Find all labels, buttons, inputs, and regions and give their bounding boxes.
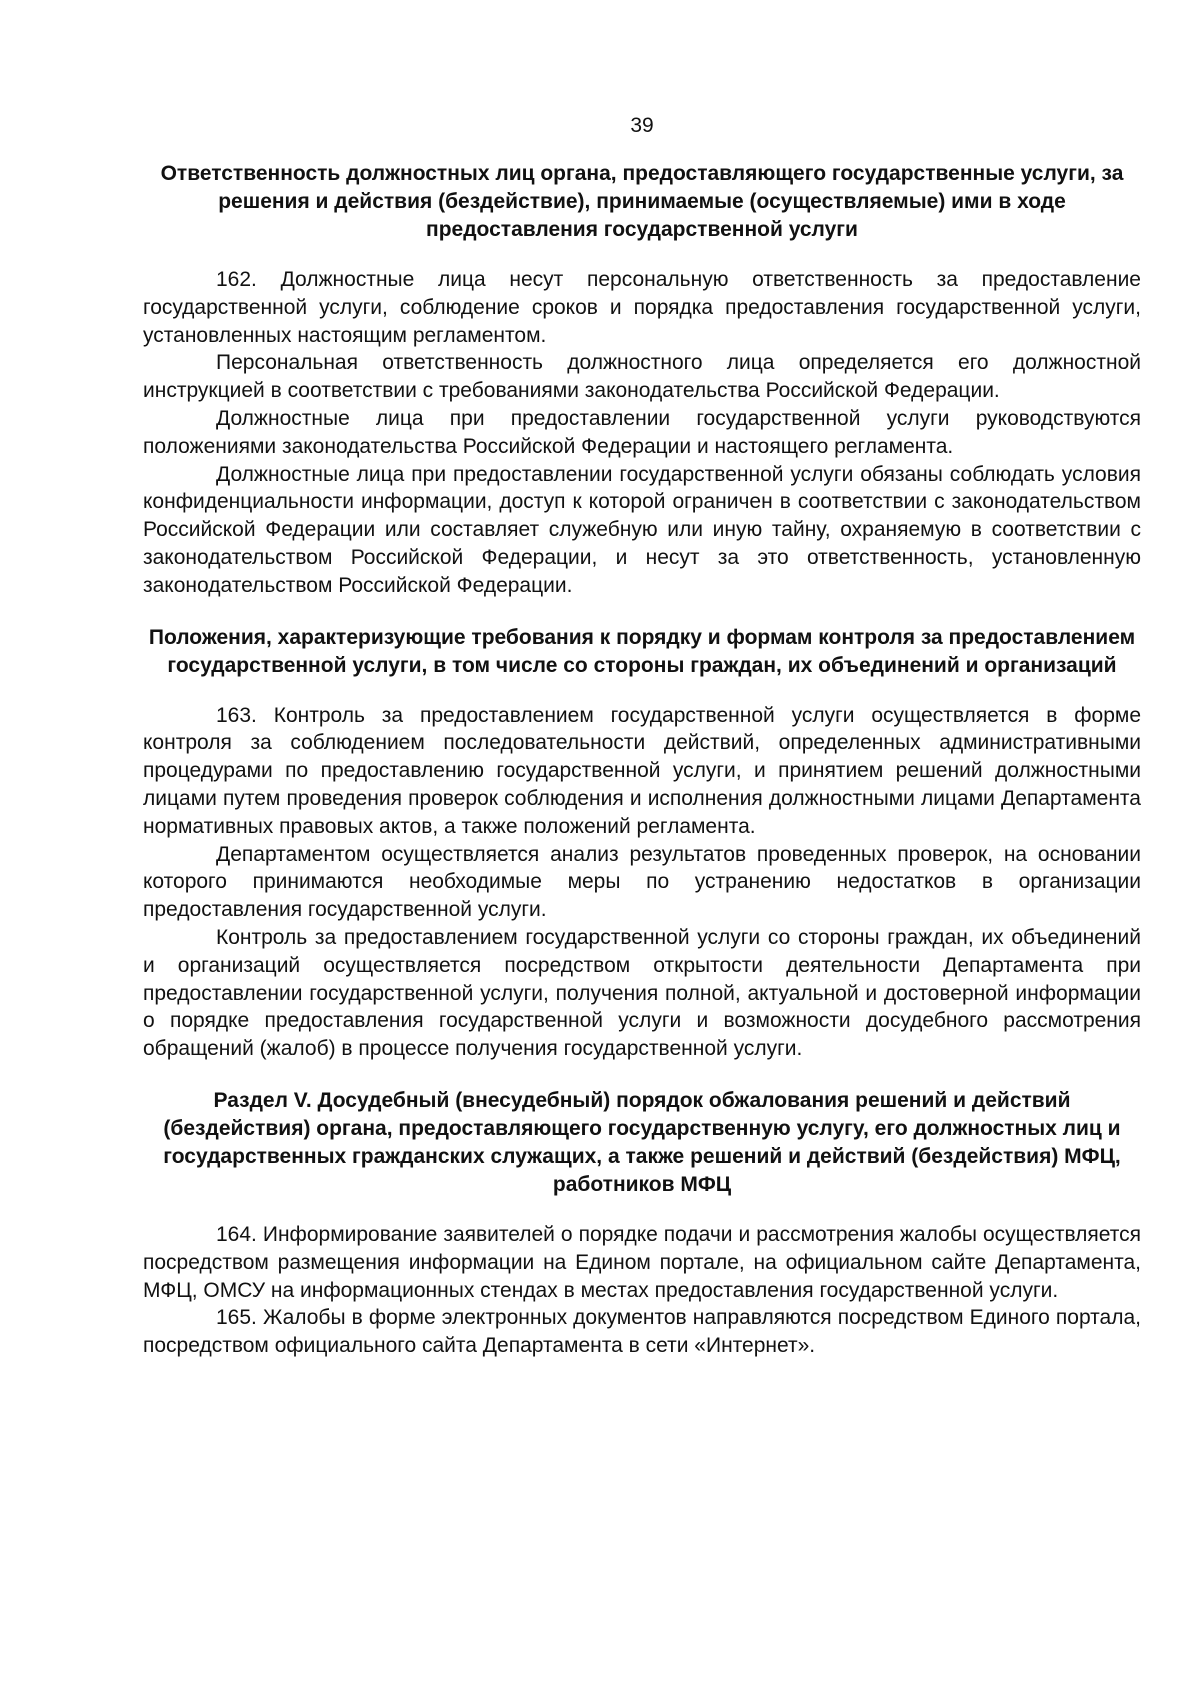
section-control: [143, 624, 1141, 1063]
paragraph: Департаментом осуществляется анализ результатов проведенных проверок, на основании которого принимаются необходимые меры по устранению недостатков в организации предоставления государственной услуги.: [143, 842, 1141, 922]
section-heading: Раздел V. Досудебный (внесудебный) порядок обжалования решений и действий (бездействия) органа, предоставляющего государственную услугу, его должностных лиц и государственных гражданских служащих, а также решений и действий (бездействия) МФЦ, работников МФЦ: [163, 1088, 1121, 1196]
section-heading: Ответственность должностных лиц органа, предоставляющего государственные услуги, за решения и действия (бездействие), принимаемые (осуществляемые) ими в ходе предоставления государственной услуги: [160, 162, 1124, 241]
section-appeal: [143, 1087, 1141, 1360]
document-page: [143, 112, 1141, 1360]
paragraph: Контроль за предоставлением государственной услуги со стороны граждан, их объединений и организаций осуществляется посредством открытости деятельности Департамента при предоставлении государственной услуги, получения полной, актуальной и достоверной информации о порядке предоставления государственной услуги и возможности досудебного рассмотрения обращений (жалоб) в процессе получения государственной услуги.: [143, 925, 1141, 1061]
paragraph: Персональная ответственность должностного лица определяется его должностной инструкцией в соответствии с требованиями законодательства Российской Федерации.: [143, 351, 1141, 403]
paragraph: 164. Информирование заявителей о порядке подачи и рассмотрения жалобы осуществляется посредством размещения информации на Едином портале, на официальном сайте Департамента, МФЦ, ОМСУ на информационных стендах в местах предоставления государственной услуги.: [143, 1222, 1141, 1302]
page-number: 39: [630, 114, 654, 137]
paragraph: Должностные лица при предоставлении государственной услуги обязаны соблюдать условия конфиденциальности информации, доступ к которой ограничен в соответствии с законодательством Российской Федерации или составляет служебную или иную тайну, охраняемую в соответствии с законодательством Российской Федерации, и несут за это ответственность, установленную законодательством Российской Федерации.: [143, 462, 1141, 597]
paragraph: Должностные лица при предоставлении государственной услуги руководствуются положениями законодательства Российской Федерации и настоящего регламента.: [143, 406, 1141, 458]
section-heading: Положения, характеризующие требования к порядку и формам контроля за предоставлением государственной услуги, в том числе со стороны граждан, их объединений и организаций: [148, 625, 1136, 677]
paragraph: 162. Должностные лица несут персональную ответственность за предоставление государственной услуги, соблюдение сроков и порядка предоставления государственной услуги, установленных настоящим регламентом.: [143, 268, 1141, 347]
paragraph: 163. Контроль за предоставлением государственной услуги осуществляется в форме контроля за соблюдением последовательности действий, определенных административными процедурами по предоставлению государственной услуги, и принятием решений должностными лицами путем проведения проверок соблюдения и исполнения должностными лицами Департамента нормативных правовых актов, а также положений регламента.: [143, 703, 1141, 838]
section-responsibility: [143, 160, 1141, 600]
paragraph: 165. Жалобы в форме электронных документов направляются посредством Единого портала, посредством официального сайта Департамента в сети «Интернет».: [143, 1306, 1141, 1358]
